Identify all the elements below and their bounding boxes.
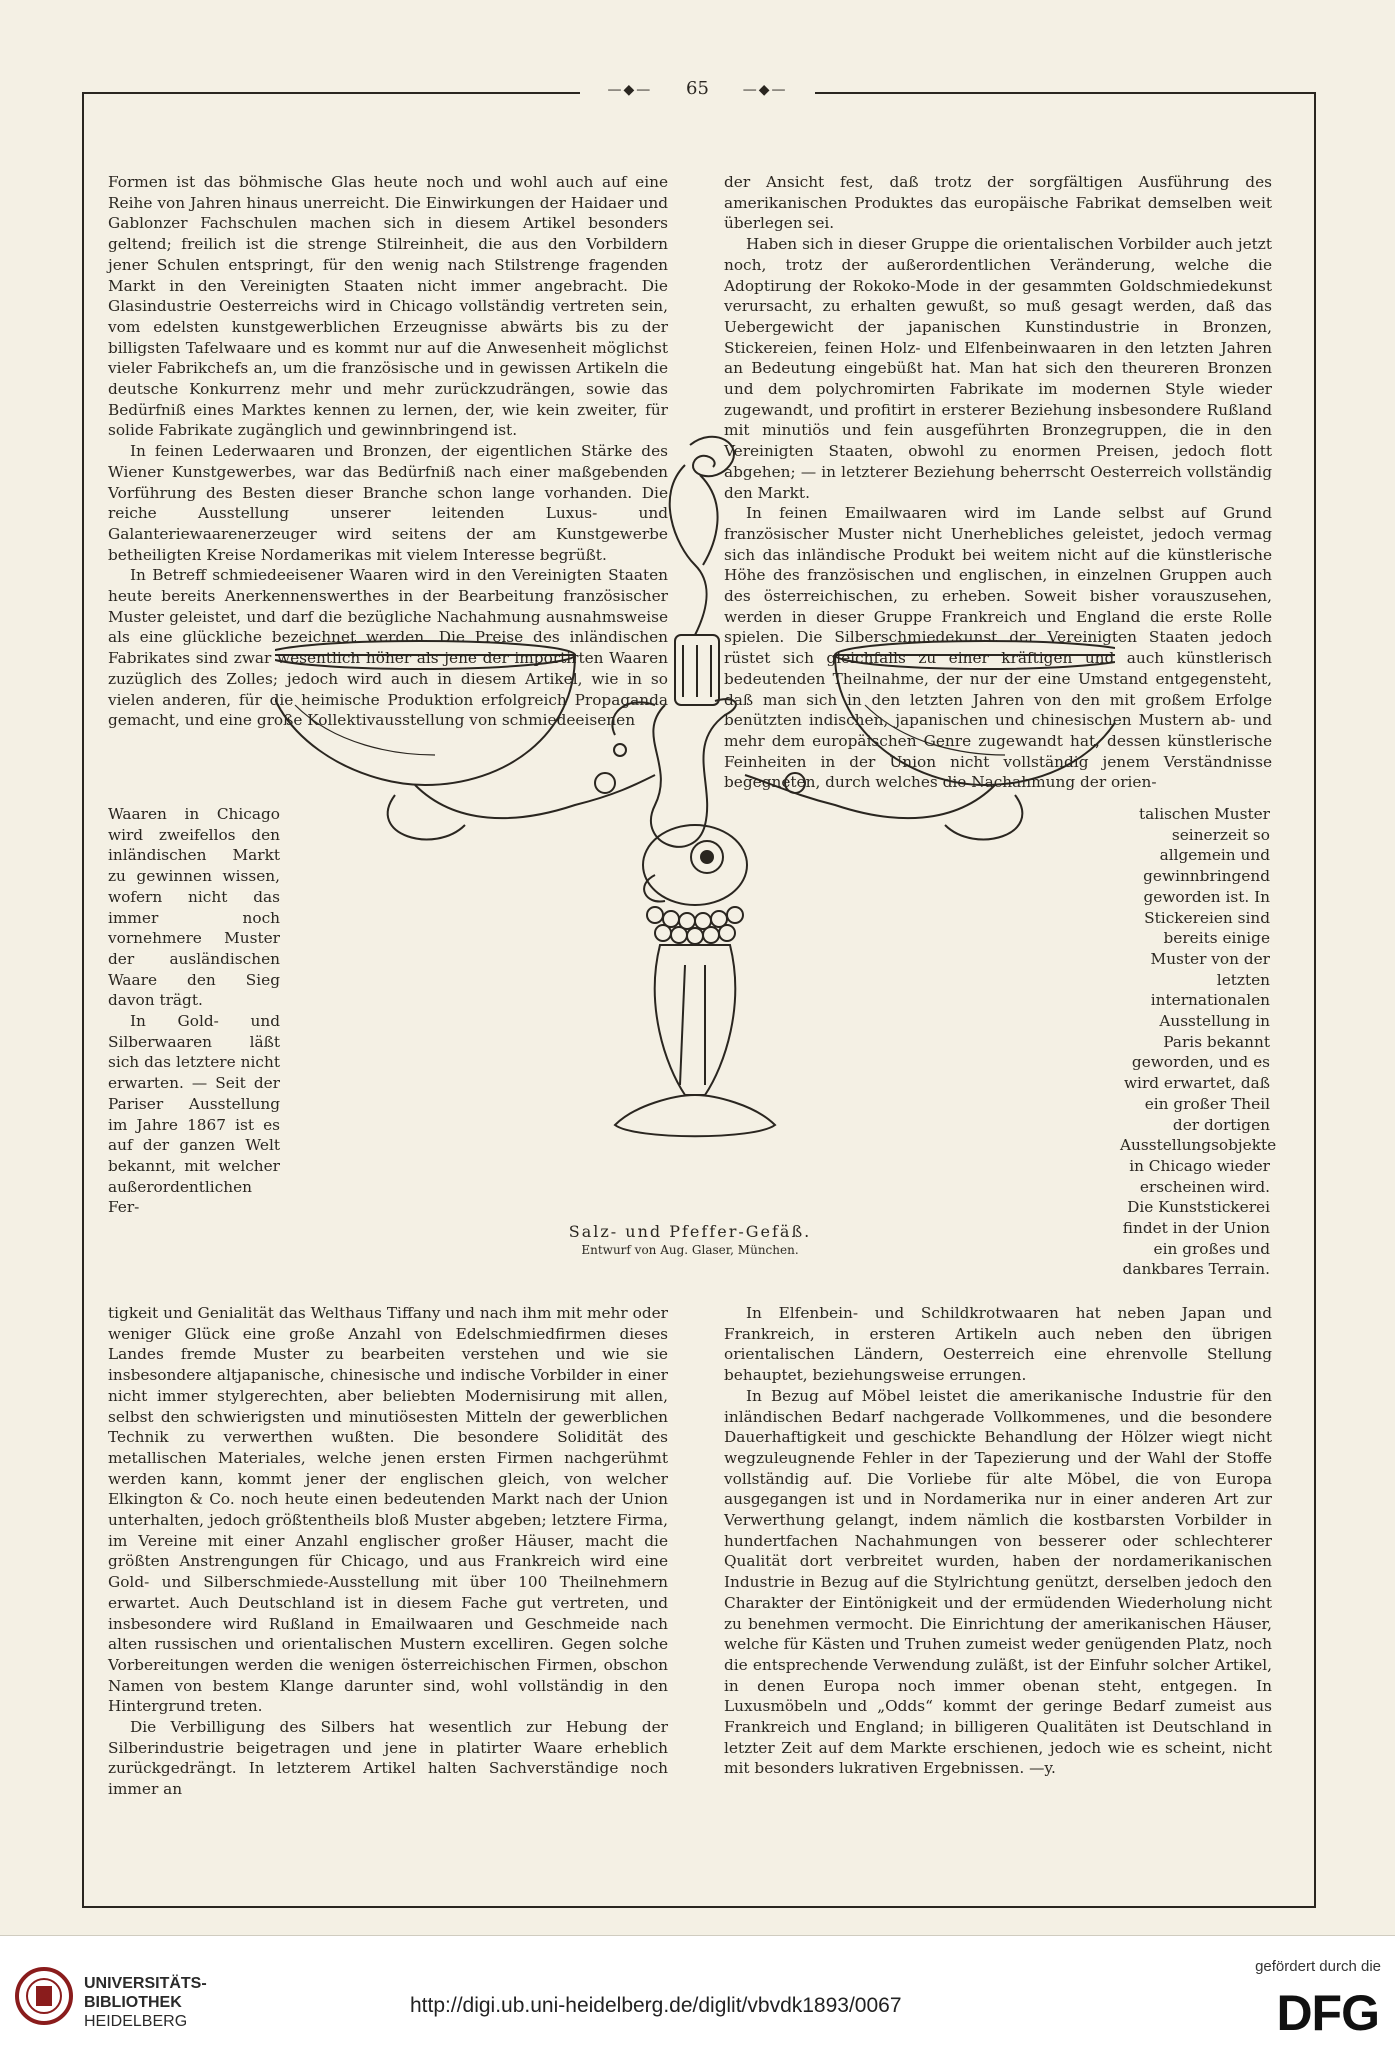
page-number: —◆— 65 —◆— [0, 78, 1395, 99]
funded-by-text: gefördert durch die [1255, 1958, 1381, 1975]
right-column-bottom [724, 1303, 1272, 1779]
salt-pepper-vessel-illustration [275, 405, 1115, 1225]
paragraph: Die Verbilligung des Silbers hat wesentlich zur Hebung der Silberindustrie beigetragen und jene in platirter Waare erheblich zurückgedrängt. In letzterem Artikel halten Sachverständige noch immer an [108, 1718, 668, 1799]
right-column-narrow [1120, 804, 1277, 1280]
paragraph: In feinen Emailwaaren wird im Lande selbst auf Grund französischer Muster nicht Unerhebliches geleistet, jedoch vermag sich das inländische Produkt bei weitem nicht auf die künstlerische Höhe des französischen und englischen, in einzelnen Gruppen auch des österreichischen, zu erheben. Soweit bisher vorauszusehen, werden in dieser Gruppe Frankreich und England die erste Rolle spielen. Die Silberschmiedekunst der Vereinigten Staaten jedoch rüstet sich gleichfalls zu einer kräftigen und auch künstlerisch bedeutenden Theilnahme, der nur der eine Umstand entgegensteht, daß man sich in den letzten Jahren von den mit großem Erfolge benützten indischen, japanischen und chinesischen Mustern ab- und mehr dem europäischen Genre zugewandt hat, dessen künstlerische Feinheiten in der Union nicht vollständig jenem Verständnisse begegneten, durch welches die Nachahmung der orien- [724, 504, 1272, 792]
university-seal-icon [14, 1966, 74, 2026]
left-column-narrow [108, 804, 280, 1218]
paragraph: talischen Muster seinerzeit so allgemein und gewinnbringend geworden ist. In Stickereien sind bereits einige Muster von der letzten internationalen Ausstellung in Paris bekannt geworden, und es wird erwartet, daß ein großer Theil der dortigen Ausstellungsobjekte in Chicago wieder erscheinen wird. Die Kunststickerei findet in der Union ein großes und dankbares Terrain. [1120, 805, 1277, 1279]
paragraph: In Betreff schmiedeeisener Waaren wird in den Vereinigten Staaten heute bereits Anerkennenswerthes in der Bearbeitung französischer Muster geleistet, und darf die bezügliche Nachahmung ausnahmsweise als eine glückliche bezeichnet werden. Die Preise des inländischen Fabrikates sind zwar wesentlich höher als jene der importirten Waaren zuzüglich des Zolles; jedoch wird auch in diesem Artikel, wie in so vielen anderen, für die heimische Produktion erfolgreich Propaganda gemacht, und eine große Kollektivausstellung von schmiedeeisenen [108, 566, 668, 730]
figure-caption [520, 1222, 860, 1257]
university-name [84, 1974, 207, 2031]
paragraph: In Gold- und Silberwaaren läßt sich das letztere nicht erwarten. — Seit der Pariser Ausstellung im Jahre 1867 ist es auf der ganzen Welt bekannt, mit welcher außerordentlichen Fer- [108, 1012, 280, 1217]
paragraph: In Elfenbein- und Schildkrotwaaren hat neben Japan und Frankreich, in ersteren Artikeln auch neben den übrigen orientalischen Ländern, Oesterreich eine ehrenvolle Stellung behauptet, beziehungsweise errungen. [724, 1304, 1272, 1385]
paragraph: Haben sich in dieser Gruppe die orientalischen Vorbilder auch jetzt noch, trotz der außerordentlichen Veränderung, welche die Adoptirung der Rokoko-Mode in der gesammten Goldschmiedekunst verursacht, zu erhalten gewußt, so muß gesagt werden, daß das Uebergewicht der japanischen Kunstindustrie in Bronzen, Stickereien, feinen Holz- und Elfenbeinwaaren in den letzten Jahren an Bedeutung eingebüßt hat. Man hat sich den theureren Bronzen und dem polychromirten Fabrikate im modernen Style wieder zugewandt, und profitirt in ersterer Beziehung insbesondere Rußland mit minutiös und fein ausgeführten Bronzegruppen, die in den Vereinigten Staaten, obwohl zu enormen Preisen, jedoch flott abgehen; — in letzterer Beziehung beherrscht Oesterreich vollständig den Markt. [724, 235, 1272, 502]
caption-title: Salz- und Pfeffer-Gefäß. [568, 1222, 812, 1241]
paragraph: tigkeit und Genialität das Welthaus Tiffany und nach ihm mit mehr oder weniger Glück eine große Anzahl von Edelschmiedfirmen dieses Landes fremde Muster zu bearbeiten verstehen und wie sie insbesondere altjapanische, chinesische und indische Vorbilder in einer nicht immer stylgerechten, aber beliebten Modernisirung mit allen, selbst den schwierigsten und minutiösesten Mitteln der gewerblichen Technik zu verwerthen wußten. Die besondere Solidität des metallischen Materiales, welche jenen ersten Firmen nachgerühmt werden kann, kommt jener der englischen gleich, von welcher Elkington & Co. noch heute einen bedeutenden Markt nach der Union unterhalten, jedoch größtentheils bloß Muster abgeben; letztere Firma, im Vereine mit einer Anzahl englischer großer Häuser, macht die größten Anstrengungen für Chicago, und aus Frankreich wird eine Gold- und Silberschmiede-Ausstellung mit über 100 Theilnehmern erwartet. Auch Deutschland ist in diesem Fache gut vertreten, und insbesondere wird Rußland in Emailwaaren und Geschmeide nach alten russischen und orientalischen Mustern excelliren. Gegen solche Vorbereitungen werden die wenigen österreichischen Firmen, obschon Namen von bestem Klange darunter sind, wohl vollständig in den Hintergrund treten. [108, 1304, 668, 1716]
paragraph: Waaren in Chicago wird zweifellos den inländischen Markt zu gewinnen wissen, wofern nicht das immer noch vornehmere Muster der ausländischen Waare den Sieg davon trägt. [108, 805, 280, 1010]
paragraph: In Bezug auf Möbel leistet die amerikanische Industrie für den inländischen Bedarf nachgerade Vollkommenes, und die besondere Dauerhaftigkeit und geschickte Behandlung der Hölzer wiegt nicht wegzuleugnende Fehler in der Tapezierung und der Wahl der Stoffe vollständig auf. Die Vorliebe für alte Möbel, die von Europa ausgegangen ist und in Nordamerika nur in einer anderen Art zur Verwerthung gelangt, indem nämlich die kostbarsten Vorbilder in hundertfachen Nachahmungen von besserer oder schlechterer Qualität dort verbreitet wurden, haben der nordamerikanischen Industrie in Bezug auf die Stylrichtung genützt, derselben jedoch den Charakter der Eintönigkeit und der ermüdenden Wiederholung nicht zu benehmen vermocht. Die Einrichtung der amerikanischen Häuser, welche für Kästen und Truhen zumeist weder genügenden Platz, noch die entsprechende Verwendung zuläßt, ist der Einfuhr solcher Artikel, in denen Europa noch immer obenan steht, entgegen. In Luxusmöbeln und „Odds“ kommt der geringe Bedarf zumeist aus Frankreich und England; in billigeren Qualitäten ist Deutschland in letzter Zeit auf dem Markte erschienen, jedoch wie es scheint, nicht mit besonders lukrativen Ergebnissen. —y. [724, 1386, 1272, 1778]
institution-line: UNIVERSITÄTS- [84, 1975, 207, 1992]
left-column-bottom [108, 1303, 668, 1800]
paragraph: der Ansicht fest, daß trotz der sorgfältigen Ausführung des amerikanischen Produktes das europäische Fabrikat demselben weit überlegen sei. [724, 173, 1272, 233]
dfg-logo: DFG [1276, 1985, 1379, 2041]
footer-bar [0, 1935, 1395, 2046]
institution-line: HEIDELBERG [84, 2013, 188, 2030]
source-url[interactable]: http://digi.ub.uni-heidelberg.de/diglit/vbvdk1893/0067 [410, 1994, 902, 2017]
paragraph: In feinen Lederwaaren und Bronzen, der eigentlichen Stärke des Wiener Kunstgewerbes, war das Bedürfniß nach einer maßgebenden Vorführung des Besten dieser Branche schon lange vorhanden. Die reiche Ausstellung unserer leitenden Luxus- und Galanteriewaarenerzeuger wird seitens der am Kunstgewerbe betheiligten Kreise Nordamerikas mit vielem Interesse begrüßt. [108, 442, 668, 564]
page-number-text: 65 [672, 78, 723, 99]
paragraph: Formen ist das böhmische Glas heute noch und wohl auch auf eine Reihe von Jahren hinaus unerreicht. Die Einwirkungen der Haidaer und Gablonzer Fachschulen machen sich in diesem Artikel besonders geltend; freilich ist die strenge Stilreinheit, die aus den Vorbildern jener Schulen entspringt, für den wenig nach Stilstrenge fragenden Markt in den Vereinigten Staaten nicht immer angebracht. Die Glasindustrie Oesterreichs wird in Chicago vollständig vertreten sein, vom edelsten kunstgewerblichen Erzeugnisse abwärts bis zu der billigsten Tafelwaare und es kommt nur auf die Anwesenheit möglichst vieler Fabrikchefs an, um die französische und in gewissen Artikeln die deutsche Konkurrenz mehr und mehr zurückzudrängen, sowie das Bedürfniß eines Marktes kennen zu lernen, der, wie kein zweiter, für solide Fabrikate zugänglich und gewinnbringend ist. [108, 173, 668, 440]
institution-line: BIBLIOTHEK [84, 1994, 182, 2011]
caption-credit: Entwurf von Aug. Glaser, München. [581, 1243, 799, 1257]
